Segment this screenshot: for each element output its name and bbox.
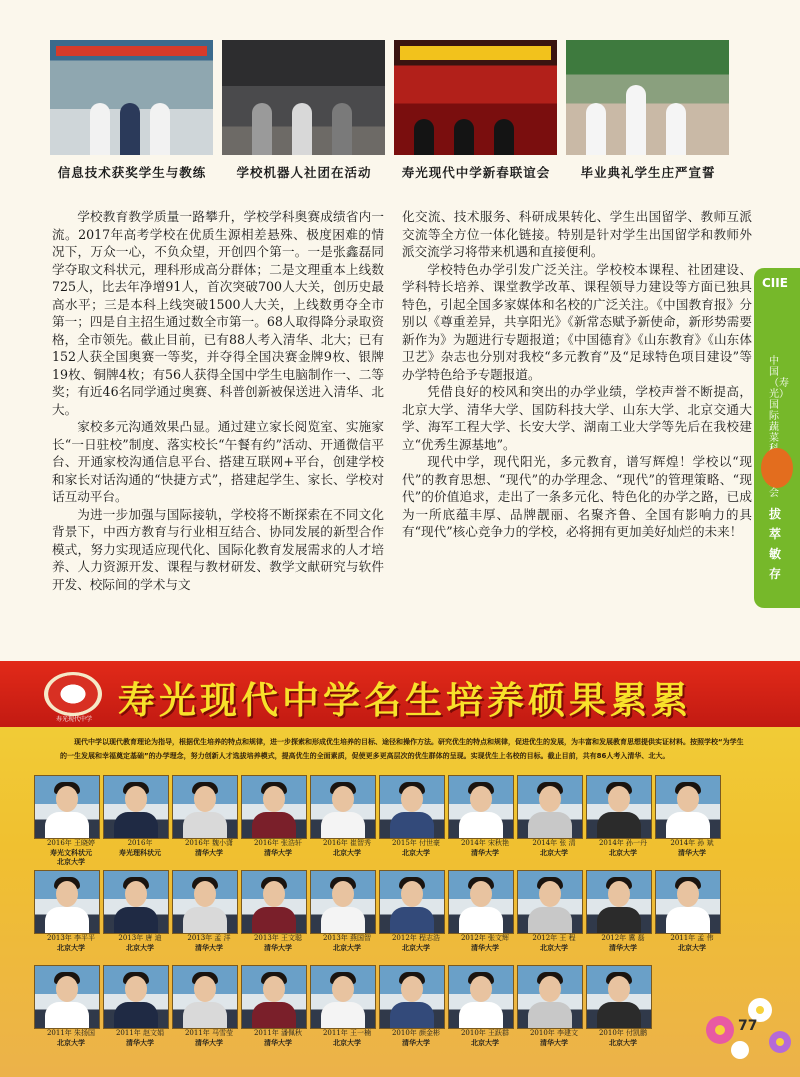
student-year-name: 2016年 崔智秀 [322,839,372,847]
caption-3: 寿光现代中学新春联谊会 [401,165,551,180]
paragraph-achievements: 学校教育教学质量一路攀升，学校学科奥赛成绩省内一流。2017年高考学校在优质生源相差悬殊、极度困难的情况下，万众一心，不负众望，开创四个第一。一是张鑫磊同学夺取文科状元，理科形成高分群体；二是文理重本上线数725人，比去年净增91人，首次突破700人大关，创历史最高水平；三是本科上线突破1500人大关，上线数勇夺全市第一；四是自主招生通过数全市第一。68人取得降分录取资格，全市领先。截止目前，已有88人考入清华、北大；已有152人获全国奥赛一等奖，并夺得全国决赛金牌9枚、银牌19枚、铜牌4枚；有56人获得全国中学生电脑制作一、二等奖；有近46名同学通过奥赛、科普创新被保送进入清华、北大。 [52,209,384,417]
student-photo [379,870,445,934]
student-photo [517,870,583,934]
student-school: 清华大学 [264,848,292,857]
student-photo [310,965,376,1029]
student-year-name: 2012年 冀 磊 [601,934,645,942]
student-year-name: 2011年 朱扬国 [46,1029,96,1037]
students-grid [34,775,734,1047]
student-year-name: 2010年 颜金彬 [391,1029,441,1037]
student-photo [172,775,238,839]
student-school: 北京大学 [402,848,430,857]
paragraph-features: 学校特色办学引发广泛关注。学校校本课程、社团建设、学科特长培养、课堂教学改革、课程领导力建设等方面已独具特色，引起全国多家媒体和名校的广泛关注。《中国教育报》分别以《尊重差异，共享阳光》《新常态赋予新使命，新形势需要新作为》为题进行专题报道；《中国德育》《山东教育》《山东体卫艺》杂志也分别对我校“多元教育”及“足球特色项目建设”等办学特色给予专题报道。 [402,261,752,382]
honors-intro: 现代中学以现代教育理论为指导，根据优生培养的特点和规律，进一步探索和形成优生培养的目标、途径和操作方法。研究优生的特点和规律，促进优生的发展，为丰富和发展教育思想提供实证材料。按照学校“为学生的一生发展和幸福奠定基础”的办学理念，努力创新人才选拔培养模式，提高优生的全面素质，促使更多更高层次的优生群体的呈现。实现优生上名校的目标。截止目前，共有86人考入清华、北大。 [60,738,744,760]
student-school: 清华大学 [195,943,223,952]
emblem-label: 寿光现代中学 [55,716,92,723]
student-photo [34,965,100,1029]
flowers-decoration-icon [690,950,800,1060]
student-year-name: 2016年 魏小潇 [184,839,234,847]
student-year-name: 2012年 张文辉 [460,934,510,942]
student-school: 北京大学 [333,848,361,857]
student-photo [310,775,376,839]
side-tab [754,268,800,608]
student-school: 北京大学 [471,1038,499,1047]
student-school: 北京大学 [126,943,154,952]
school-emblem-icon [44,672,102,716]
student-photo [448,965,514,1029]
student-year-name: 2012年 王 程 [532,934,576,942]
student-photo [103,965,169,1029]
student-photo [448,775,514,839]
student-university: 北京大学 [57,857,85,866]
page-number: 77 [738,1018,758,1034]
student-year-name: 2013年 王文聪 [253,934,303,942]
student-school: 清华大学 [195,1038,223,1047]
paragraph-international: 为进一步加强与国际接轨，学校将不断探索在不同文化背景下，中西方教育与行业相互结合、协同发展的新型合作模式，努力实现适应现代化、国际化教育发展需求的人才培养、人力资源开发、课程与教材研发、教学文献研究与软件开发、校际间的学术与文 [52,506,384,592]
student-photo [448,870,514,934]
paragraph-home-school: 家校多元沟通效果凸显。通过建立家长阅览室、实施家长“一日驻校”制度、落实校长“午餐有约”活动、开通微信平台、开通家校沟通信息平台、搭建互联网+平台，创建学校和家长对话沟通的“快捷方式”，搭建起学生、家长、学校对话互动平台。 [52,419,384,504]
student-year-name: 2014年 张 清 [532,839,576,847]
student-photo [241,965,307,1029]
student-photo [517,775,583,839]
student-school: 清华大学 [471,848,499,857]
student-photo [586,965,652,1029]
student-year-name: 2013年 燕国智 [322,934,372,942]
student-photo [103,870,169,934]
student-school: 寿光理科状元 [119,848,161,857]
student-year-name: 2015年 付世豪 [391,839,441,847]
student-school: 北京大学 [402,943,430,952]
student-school: 北京大学 [609,1038,637,1047]
article-left-column [52,208,384,593]
student-year-name: 2011年 孟 伟 [670,934,714,942]
student-photo [379,965,445,1029]
student-photo [103,775,169,839]
student-photo [586,870,652,934]
student-photo [241,870,307,934]
student-year-name: 2010年 付凯鹏 [598,1029,648,1037]
student-school: 清华大学 [264,1038,292,1047]
student-photo [34,775,100,839]
caption-1: 信息技术获奖学生与教练 [57,165,207,180]
student-year-name: 2016年 [127,839,153,847]
article-right-column [402,208,752,541]
photo-robot-club [222,40,385,155]
student-school: 清华大学 [126,1038,154,1047]
ciie-logo: CIIE [762,276,788,290]
paragraph-conclusion: 现代中学，现代阳光，多元教育，谱写辉煌！学校以“现代”的教育思想、“现代”的办学理念、“现代”的管理策略、“现代”的价值追求，走出了一条多元化、特色化的办学之路，已成为一所底蕴丰厚、品牌靓丽、名聚齐鲁、全国有影响力的具有“现代”核心竞争力的学校，必将拥有更加美好灿烂的未来！ [402,454,752,539]
motto-text: 拔 萃 敏 存 [769,507,782,581]
student-year-name: 2012年 程志浩 [391,934,441,942]
student-year-name: 2011年 赵文娟 [115,1029,165,1037]
photo-strip [50,40,750,155]
photo-spring-gala [394,40,557,155]
student-school: 清华大学 [540,1038,568,1047]
expo-vertical-text: 中国（寿光）国际蔬菜 会 [769,356,789,499]
student-photo [310,870,376,934]
student-photo [379,775,445,839]
student-school: 清华大学 [402,1038,430,1047]
student-year-name: 2010年 王跃群 [460,1029,510,1037]
student-year-name: 2013年 李平平 [46,934,96,942]
honors-title: 寿光现代中学名生培养硕果累累 [118,679,692,722]
student-photo [517,965,583,1029]
student-year-name: 2011年 马雪莹 [184,1029,234,1037]
student-school: 清华大学 [264,943,292,952]
student-photo [172,965,238,1029]
student-year-name: 2014年 宋秋艳 [460,839,510,847]
student-school: 北京大学 [57,1038,85,1047]
student-school: 北京大学 [57,943,85,952]
student-year-name: 2014年 孙一丹 [598,839,648,847]
student-school: 北京大学 [333,943,361,952]
student-year-name: 2010年 李建文 [529,1029,579,1037]
student-year-name: 2013年 孟 洋 [187,934,231,942]
student-year-name: 2016年 张浩轩 [253,839,303,847]
student-school: 北京大学 [540,848,568,857]
student-photo [655,870,721,934]
photo-graduation-oath [566,40,729,155]
student-school: 北京大学 [609,848,637,857]
student-school: 寿光文科状元 [50,848,92,857]
student-school: 北京大学 [333,1038,361,1047]
student-photo [655,775,721,839]
student-school: 清华大学 [678,848,706,857]
student-school: 北京大学 [678,943,706,952]
student-photo [172,870,238,934]
student-school: 清华大学 [609,943,637,952]
photo-award-students [50,40,213,155]
student-year-name: 2011年 潘佩秋 [253,1029,303,1037]
student-year-name: 2014年 孙 斌 [670,839,714,847]
student-year-name: 2013年 唐 迪 [118,934,162,942]
student-school: 北京大学 [540,943,568,952]
student-school: 清华大学 [471,943,499,952]
caption-2: 学校机器人社团在活动 [236,165,372,180]
paragraph-international-cont: 化交流、技术服务、科研成果转化、学生出国留学、教师互派交流等全方位一体化链接。特别是针对学生出国留学和教师外派交流学习将带来机遇和直接便利。 [402,209,752,259]
student-photo [586,775,652,839]
student-year-name: 2011年 王一楠 [322,1029,372,1037]
student-school: 清华大学 [195,848,223,857]
caption-4: 毕业典礼学生庄严宣誓 [580,165,716,180]
mascot-icon [761,448,793,488]
photo-captions [50,163,750,183]
paragraph-reputation: 凭借良好的校风和突出的办学业绩，学校声誉不断提高，北京大学、清华大学、国防科技大学、山东大学、北京交通大学、海军工程大学、长安大学、湖南工业大学等先后在我校建立“优秀生源基地”。 [402,384,752,452]
student-photo [241,775,307,839]
student-year-name: 2016年 王晓婷 [46,839,96,847]
student-photo [34,870,100,934]
